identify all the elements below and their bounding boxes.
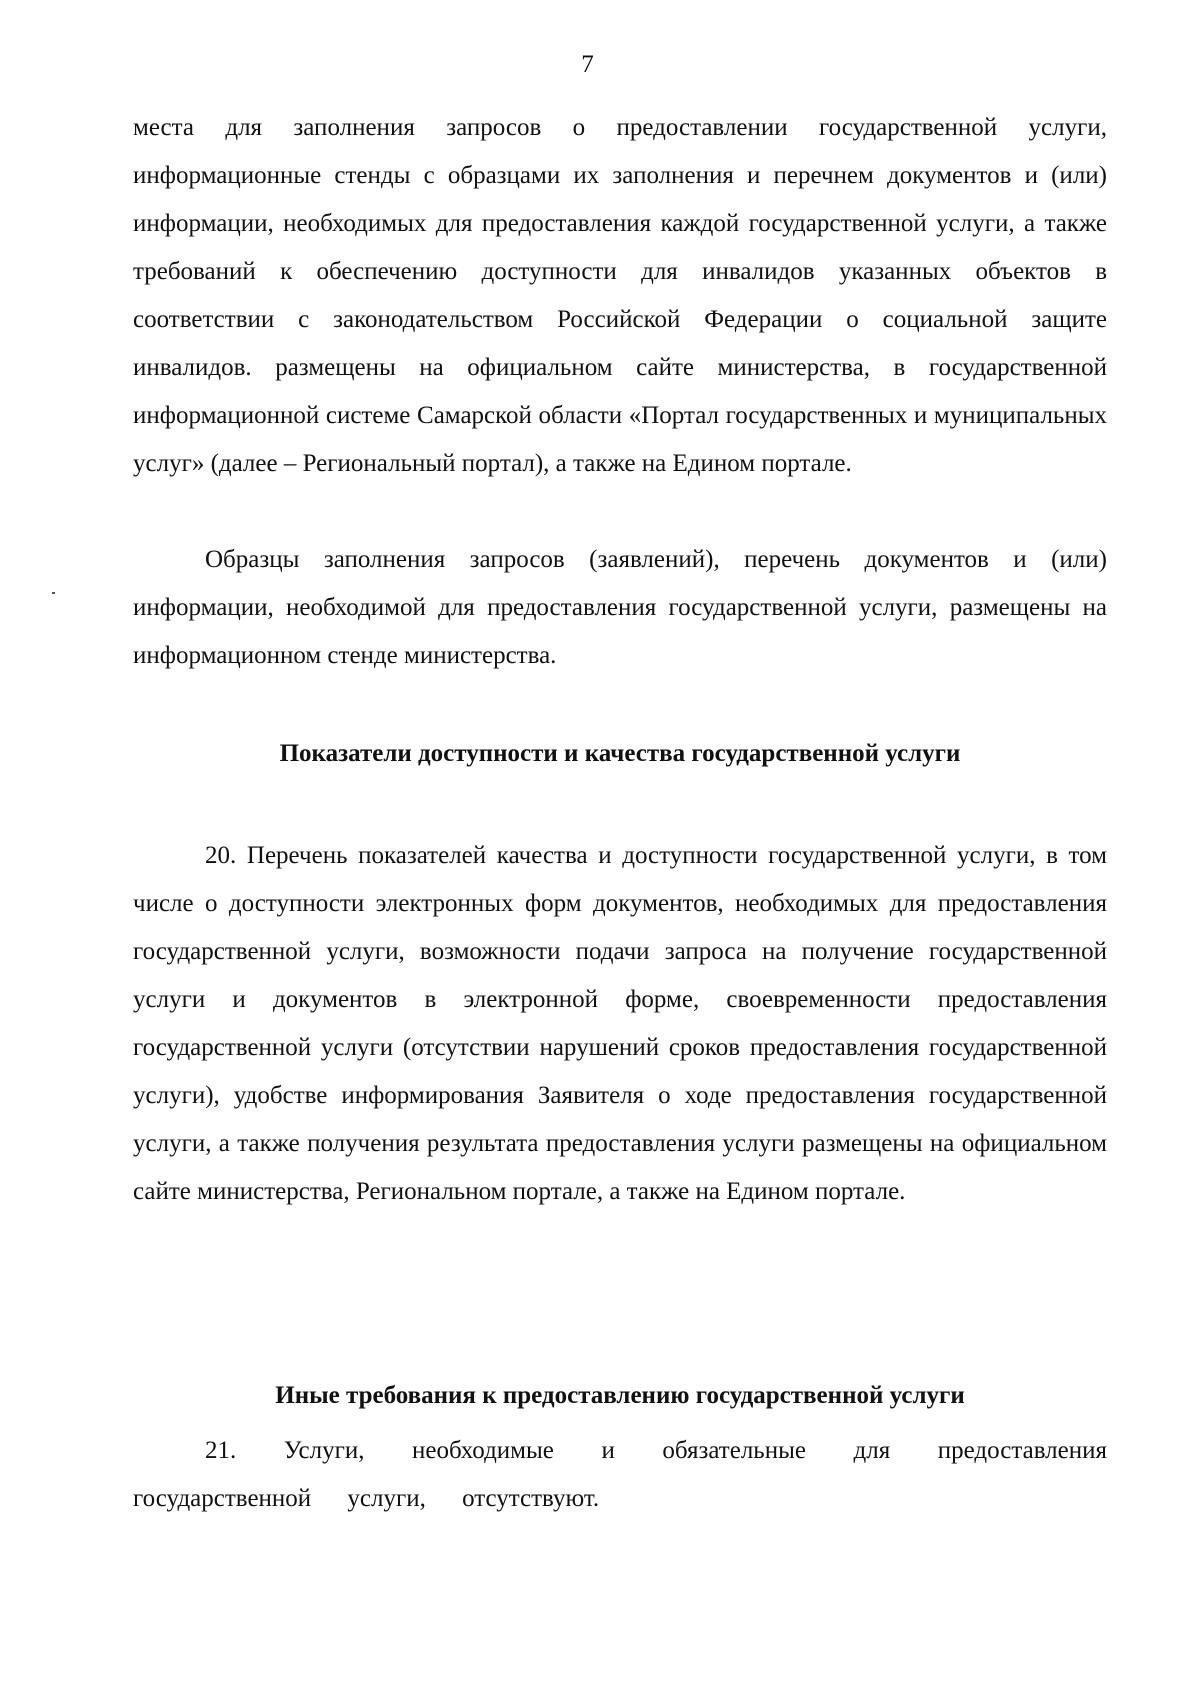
scan-artifact <box>52 592 55 594</box>
paragraph-sample-forms: Образцы заполнения запросов (заявлений), перечень документов и (или) информации, необходимой для предоставления государственной услуги, размещены на информационном стенде министерства. <box>133 546 1107 669</box>
section-heading-other-requirements: Иные требования к предоставлению государственной услуги <box>275 1382 965 1409</box>
paragraph-information-stands: места для заполнения запросов о предоставлении государственной услуги, информационные стенды с образцами их заполнения и перечнем документов и (или) информации, необходимых для предоставления каждой государственной услуги, а также требований к обеспечению доступности для инвалидов указанных объектов в соответствии с законодательством Российской Федерации о социальной защите инвалидов. размещены на официальном сайте министерства, в государственной информационной системе Самарской области «Портал государственных и муниципальных услуг» (далее – Региональный портал), а также на Едином портале. <box>133 114 1107 477</box>
paragraph-item-20: 20. Перечень показателей качества и доступности государственной услуги, в том числе о доступности электронных форм документов, необходимых для предоставления государственной услуги, возможности подачи запроса на получение государственной услуги и документов в электронной форме, своевременности предоставления государственной услуги (отсутствии нарушений сроков предоставления государственной услуги), удобстве информирования Заявителя о ходе предоставления государственной услуги, а также получения результата предоставления услуги размещены на официальном сайте министерства, Региональном портале, а также на Едином портале. <box>133 842 1107 1205</box>
section-heading-quality-indicators: Показатели доступности и качества государственной услуги <box>279 740 961 767</box>
paragraph-item-21: 21. Услуги, необходимые и обязательные для предоставления государственной услуги, отсутствуют. <box>133 1437 1107 1512</box>
page-number: 7 <box>581 51 594 78</box>
